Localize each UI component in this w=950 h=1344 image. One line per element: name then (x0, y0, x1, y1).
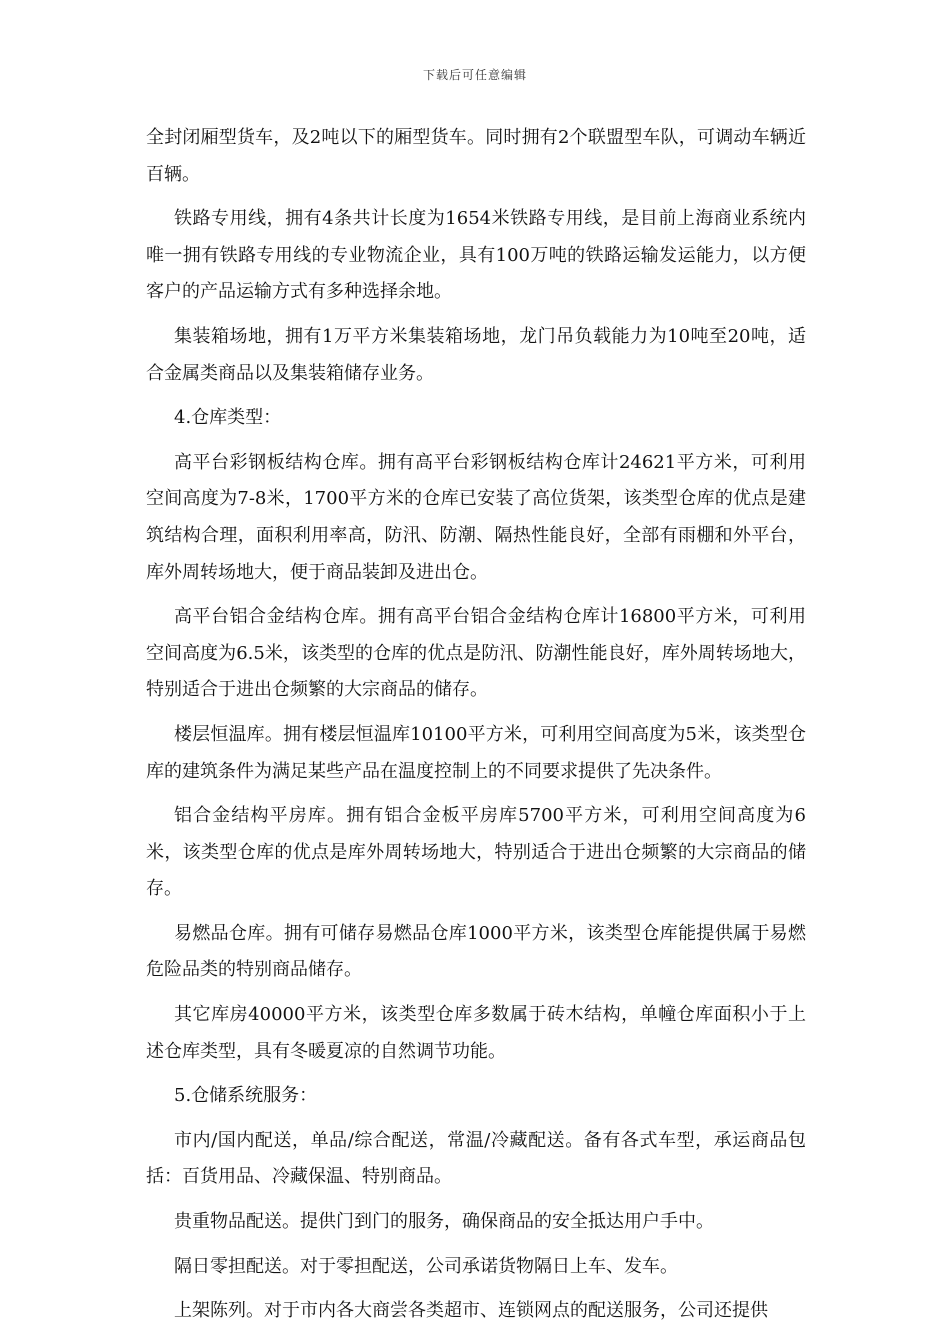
section-heading-warehouse-types: 4.仓库类型： (174, 407, 282, 429)
paragraph-next-day-delivery: 隔日零担配送。对于零担配送，公司承诺货物隔日上车、发车。 (174, 1255, 678, 1277)
section-heading-storage-services: 5.仓储系统服务： (174, 1085, 318, 1107)
paragraph-truck-fleet: 全封闭厢型货车，及2吨以下的厢型货车。同时拥有2个联盟型车队，可调动车辆近百辆。 (146, 127, 806, 185)
paragraph-delivery-types: 市内/国内配送，单品/综合配送，常温/冷藏配送。备有各式车型，承运商品包括：百货用品、冷藏保温、特别商品。 (146, 1129, 806, 1188)
page-header: 下载后可任意编辑 (422, 68, 527, 82)
paragraph-other-warehouses: 其它库房40000平方米，该类型仓库多数属于砖木结构，单幢仓库面积小于上述仓库类型，具有冬暖夏凉的自然调节功能。 (146, 1004, 806, 1062)
paragraph-shelf-display: 上架陈列。对于市内各大商尝各类超市、连锁网点的配送服务，公司还提供 (174, 1300, 768, 1322)
paragraph-aluminum-warehouse: 高平台铝合金结构仓库。拥有高平台铝合金结构仓库计16800平方米，可利用空间高度为6.5米，该类型的仓库的优点是防汛、防潮性能良好，库外周转场地大，特别适合于进出仓频繁的大宗商品的储存。 (146, 606, 806, 701)
paragraph-railway-line: 铁路专用线，拥有4条共计长度为1654米铁路专用线，是目前上海商业系统内唯一拥有铁路专用线的专业物流企业，具有100万吨的铁路运输发运能力，以方便客户的产品运输方式有多种选择余地。 (146, 208, 806, 303)
paragraph-flammable-warehouse: 易燃品仓库。拥有可储存易燃品仓库1000平方米，该类型仓库能提供属于易燃危险品类的特别商品储存。 (146, 922, 806, 981)
paragraph-color-steel-warehouse: 高平台彩钢板结构仓库。拥有高平台彩钢板结构仓库计24621平方米，可利用空间高度为7-8米，1700平方米的仓库已安装了高位货架，该类型仓库的优点是建筑结构合理，面积利用率高，防汛、防潮、隔热性能良好，全部有雨棚和外平台，库外周转场地大，便于商品装卸及进出仓。 (146, 451, 806, 583)
paragraph-constant-temp-warehouse: 楼层恒温库。拥有楼层恒温库10100平方米，可利用空间高度为5米，该类型仓库的建筑条件为满足某些产品在温度控制上的不同要求提供了先决条件。 (146, 723, 806, 782)
paragraph-valuables-delivery: 贵重物品配送。提供门到门的服务，确保商品的安全抵达用户手中。 (174, 1211, 714, 1233)
paragraph-aluminum-single-storey: 铝合金结构平房库。拥有铝合金板平房库5700平方米，可利用空间高度为6米，该类型仓库的优点是库外周转场地大，特别适合于进出仓频繁的大宗商品的储存。 (146, 805, 806, 900)
paragraph-container-yard: 集装箱场地，拥有1万平方米集装箱场地，龙门吊负载能力为10吨至20吨，适合金属类商品以及集装箱储存业务。 (146, 325, 806, 384)
document-body (146, 120, 806, 1338)
